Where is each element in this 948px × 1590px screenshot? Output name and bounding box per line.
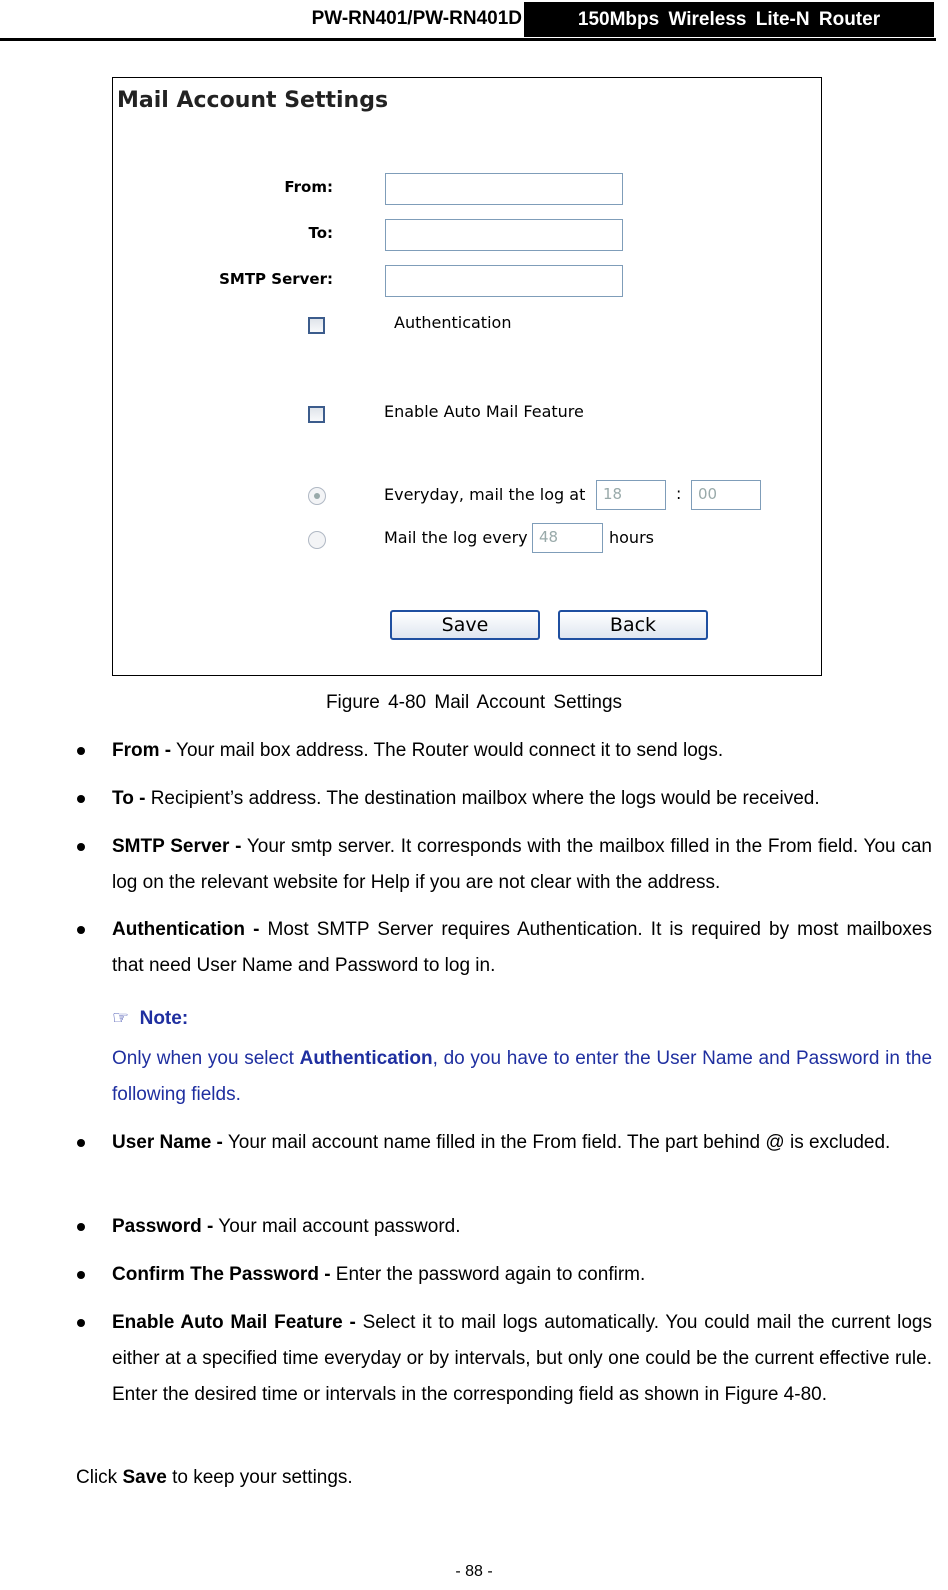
- pointing-hand-icon: ☞: [112, 1008, 130, 1029]
- item-smtp-server: SMTP Server - Your smtp server. It corresponds with the mailbox filled in the From field. You can log on the relevant website for Help if you are not clear with the address.: [112, 836, 932, 893]
- smtp-server-label: SMTP Server:: [219, 270, 333, 288]
- item-authentication: Authentication - Most SMTP Server requires Authentication. It is required by most mailboxes that need User Name and Password to log in.: [112, 919, 932, 976]
- enable-auto-mail-label: Enable Auto Mail Feature: [384, 402, 584, 421]
- interval-unit: hours: [609, 528, 654, 547]
- authentication-checkbox[interactable]: [308, 317, 325, 334]
- bullet-icon: [77, 1319, 85, 1327]
- model-name: PW-RN401/PW-RN401D: [311, 8, 522, 29]
- header-rule: [0, 38, 936, 41]
- bullet-icon: [77, 926, 85, 934]
- item-enable-auto-mail: Enable Auto Mail Feature - Select it to mail logs automatically. You could mail the current logs either at a specified time everyday or by intervals, but only one could be the current effective rule. Enter the desired time or intervals in the corresponding field as shown in Figure 4-80.: [112, 1312, 932, 1405]
- time-separator: :: [676, 484, 682, 503]
- everyday-label: Everyday, mail the log at: [384, 485, 586, 504]
- figure-caption: Figure 4-80 Mail Account Settings: [325, 692, 623, 713]
- bullet-icon: [77, 1223, 85, 1231]
- minute-input[interactable]: 00: [691, 480, 761, 510]
- closing-instruction: Click Save to keep your settings.: [76, 1467, 353, 1488]
- note-heading: ☞ Note:: [112, 1008, 189, 1029]
- enable-auto-mail-checkbox[interactable]: [308, 406, 325, 423]
- everyday-radio[interactable]: [308, 487, 326, 505]
- smtp-server-input[interactable]: [385, 265, 623, 297]
- bullet-icon: [77, 795, 85, 803]
- mail-account-settings-panel: [112, 77, 822, 676]
- interval-input[interactable]: 48: [532, 523, 603, 553]
- interval-radio[interactable]: [308, 531, 326, 549]
- page-number: - 88 -: [455, 1563, 493, 1580]
- note-text: Only when you select Authentication, do you have to enter the User Name and Password in the following fields.: [112, 1048, 933, 1105]
- page-header: [0, 0, 948, 42]
- item-password: Password - Your mail account password.: [112, 1216, 461, 1237]
- bullet-icon: [77, 1139, 85, 1147]
- item-user-name: User Name - Your mail account name filled in the From field. The part behind @ is excluded.: [112, 1132, 891, 1153]
- save-button[interactable]: Save: [390, 610, 540, 640]
- back-button[interactable]: Back: [558, 610, 708, 640]
- from-input[interactable]: [385, 173, 623, 205]
- item-to: To - Recipient’s address. The destination mailbox where the logs would be received.: [112, 788, 820, 809]
- panel-title: Mail Account Settings: [117, 88, 389, 113]
- authentication-label: Authentication: [394, 313, 512, 332]
- interval-label: Mail the log every: [384, 528, 528, 547]
- bullet-icon: [77, 843, 85, 851]
- to-input[interactable]: [385, 219, 623, 251]
- product-name: 150Mbps Wireless Lite-N Router: [524, 2, 934, 37]
- bullet-icon: [77, 747, 85, 755]
- bullet-icon: [77, 1271, 85, 1279]
- to-label: To:: [308, 224, 333, 242]
- item-from: From - Your mail box address. The Router would connect it to send logs.: [112, 740, 724, 761]
- from-label: From:: [284, 178, 333, 196]
- item-confirm-password: Confirm The Password - Enter the password again to confirm.: [112, 1264, 646, 1285]
- hour-input[interactable]: 18: [596, 480, 666, 510]
